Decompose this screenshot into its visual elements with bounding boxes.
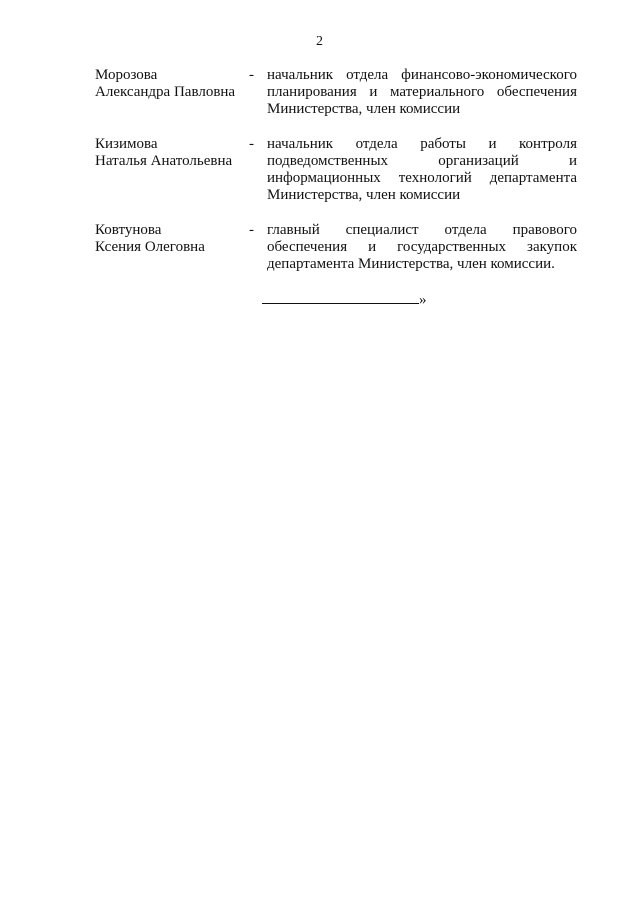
role-line: обеспечения и государственных закупок bbox=[267, 239, 577, 255]
member-given-names: Наталья Анатольевна bbox=[95, 153, 233, 169]
member-surname: Кизимова bbox=[95, 136, 158, 152]
role-line: Министерства, член комиссии bbox=[267, 187, 461, 203]
member-given-names: Александра Павловна bbox=[95, 84, 236, 100]
commission-member bbox=[95, 222, 585, 302]
role-line: подведомственных организаций и bbox=[267, 153, 577, 169]
role-line: департамента Министерства, член комиссии. bbox=[267, 256, 555, 272]
member-role bbox=[267, 222, 577, 273]
member-surname: Морозова bbox=[95, 67, 158, 83]
member-name bbox=[95, 136, 255, 170]
role-line: информационных технологий департамента bbox=[267, 170, 577, 186]
role-line: начальник отдела финансово-экономического bbox=[267, 67, 577, 83]
dash-separator: - bbox=[249, 136, 254, 152]
dash-separator: - bbox=[249, 222, 254, 238]
page-number: 2 bbox=[316, 34, 323, 49]
member-role bbox=[267, 136, 577, 204]
role-line: главный специалист отдела правового bbox=[267, 222, 577, 238]
dash-separator: - bbox=[249, 67, 254, 83]
commission-member bbox=[95, 67, 585, 147]
closing-quote-mark: » bbox=[419, 292, 427, 308]
member-name bbox=[95, 222, 255, 256]
member-name bbox=[95, 67, 255, 101]
member-surname: Ковтунова bbox=[95, 222, 162, 238]
member-given-names: Ксения Олеговна bbox=[95, 239, 205, 255]
role-line: начальник отдела работы и контроля bbox=[267, 136, 577, 152]
role-line: Министерства, член комиссии bbox=[267, 101, 461, 117]
commission-member bbox=[95, 136, 585, 216]
closing-line bbox=[262, 292, 427, 309]
role-line: планирования и материального обеспечения bbox=[267, 84, 577, 100]
member-role bbox=[267, 67, 577, 118]
closing-underline bbox=[262, 292, 419, 304]
